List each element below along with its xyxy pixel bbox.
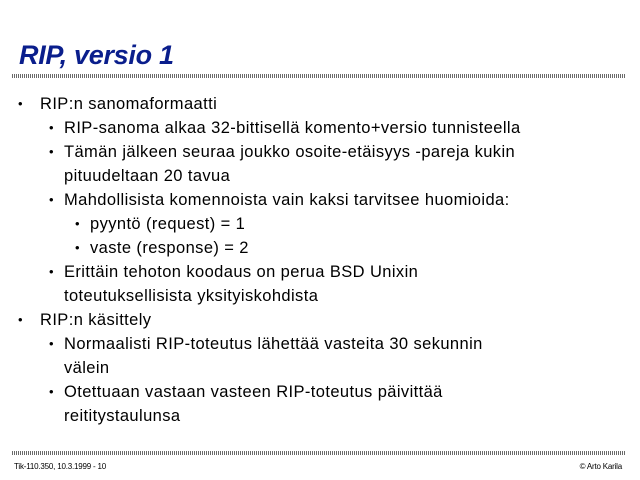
- bullet-item-level-2: [49, 140, 515, 188]
- bullet-text-line: Otettuaan vastaan vasteen RIP-toteutus päivittää: [64, 383, 443, 401]
- bullet-text: [64, 188, 510, 212]
- bullet-marker: •: [49, 120, 54, 135]
- bullet-text-line: pituudeltaan 20 tavua: [64, 167, 231, 185]
- footer-course-info: Tik-110.350, 10.3.1999 - 10: [14, 462, 106, 471]
- bullet-text-line: reititystaulunsa: [64, 407, 181, 425]
- bullet-item-level-2: [49, 332, 483, 380]
- bullet-marker: •: [49, 192, 54, 207]
- bullet-item-level-2: [49, 188, 510, 212]
- bullet-text: [40, 308, 151, 332]
- bullet-text: [90, 236, 249, 260]
- bullet-item-level-2: [49, 380, 443, 428]
- bullet-text: [64, 332, 483, 380]
- bullet-item-level-2: [49, 260, 418, 308]
- bullet-text-line: RIP-sanoma alkaa 32-bittisellä komento+versio tunnisteella: [64, 119, 521, 137]
- bullet-marker: •: [18, 312, 23, 327]
- bullet-text-line: Mahdollisista komennoista vain kaksi tarvitsee huomioida:: [64, 191, 510, 209]
- bullet-marker: •: [75, 240, 80, 255]
- bullet-item-level-1: [18, 308, 151, 332]
- bullet-text-line: vaste (response) = 2: [90, 239, 249, 257]
- bullet-marker: •: [49, 144, 54, 159]
- bullet-marker: •: [49, 384, 54, 399]
- bullet-text-line: RIP:n käsittely: [40, 311, 152, 329]
- bullet-item-level-3: [75, 212, 245, 236]
- bullet-text: [64, 140, 515, 188]
- bullet-item-level-1: [18, 92, 217, 116]
- title-divider: [12, 74, 626, 78]
- bullet-item-level-3: [75, 236, 249, 260]
- bullet-text-line: Erittäin tehoton koodaus on perua BSD Unixin: [64, 263, 419, 281]
- bullet-marker: •: [75, 216, 80, 231]
- bullet-marker: •: [18, 96, 23, 111]
- bullet-text-line: toteutuksellisista yksityiskohdista: [64, 287, 319, 305]
- footer-divider: [12, 451, 626, 455]
- bullet-item-level-2: [49, 116, 521, 140]
- bullet-text-line: välein: [64, 359, 110, 377]
- bullet-text: [64, 116, 521, 140]
- footer-copyright: © Arto Karila: [579, 462, 622, 471]
- bullet-text: [64, 260, 418, 308]
- bullet-text-line: RIP:n sanomaformaatti: [40, 95, 218, 113]
- bullet-text-line: Tämän jälkeen seuraa joukko osoite-etäisyys -pareja kukin: [64, 143, 516, 161]
- bullet-text: [90, 212, 245, 236]
- bullet-text: [40, 92, 217, 116]
- bullet-marker: •: [49, 336, 54, 351]
- bullet-text-line: pyyntö (request) = 1: [90, 215, 246, 233]
- slide-title: RIP, versio 1: [19, 40, 174, 70]
- bullet-text: [64, 380, 443, 428]
- bullet-text-line: Normaalisti RIP-toteutus lähettää vasteita 30 sekunnin: [64, 335, 483, 353]
- bullet-marker: •: [49, 264, 54, 279]
